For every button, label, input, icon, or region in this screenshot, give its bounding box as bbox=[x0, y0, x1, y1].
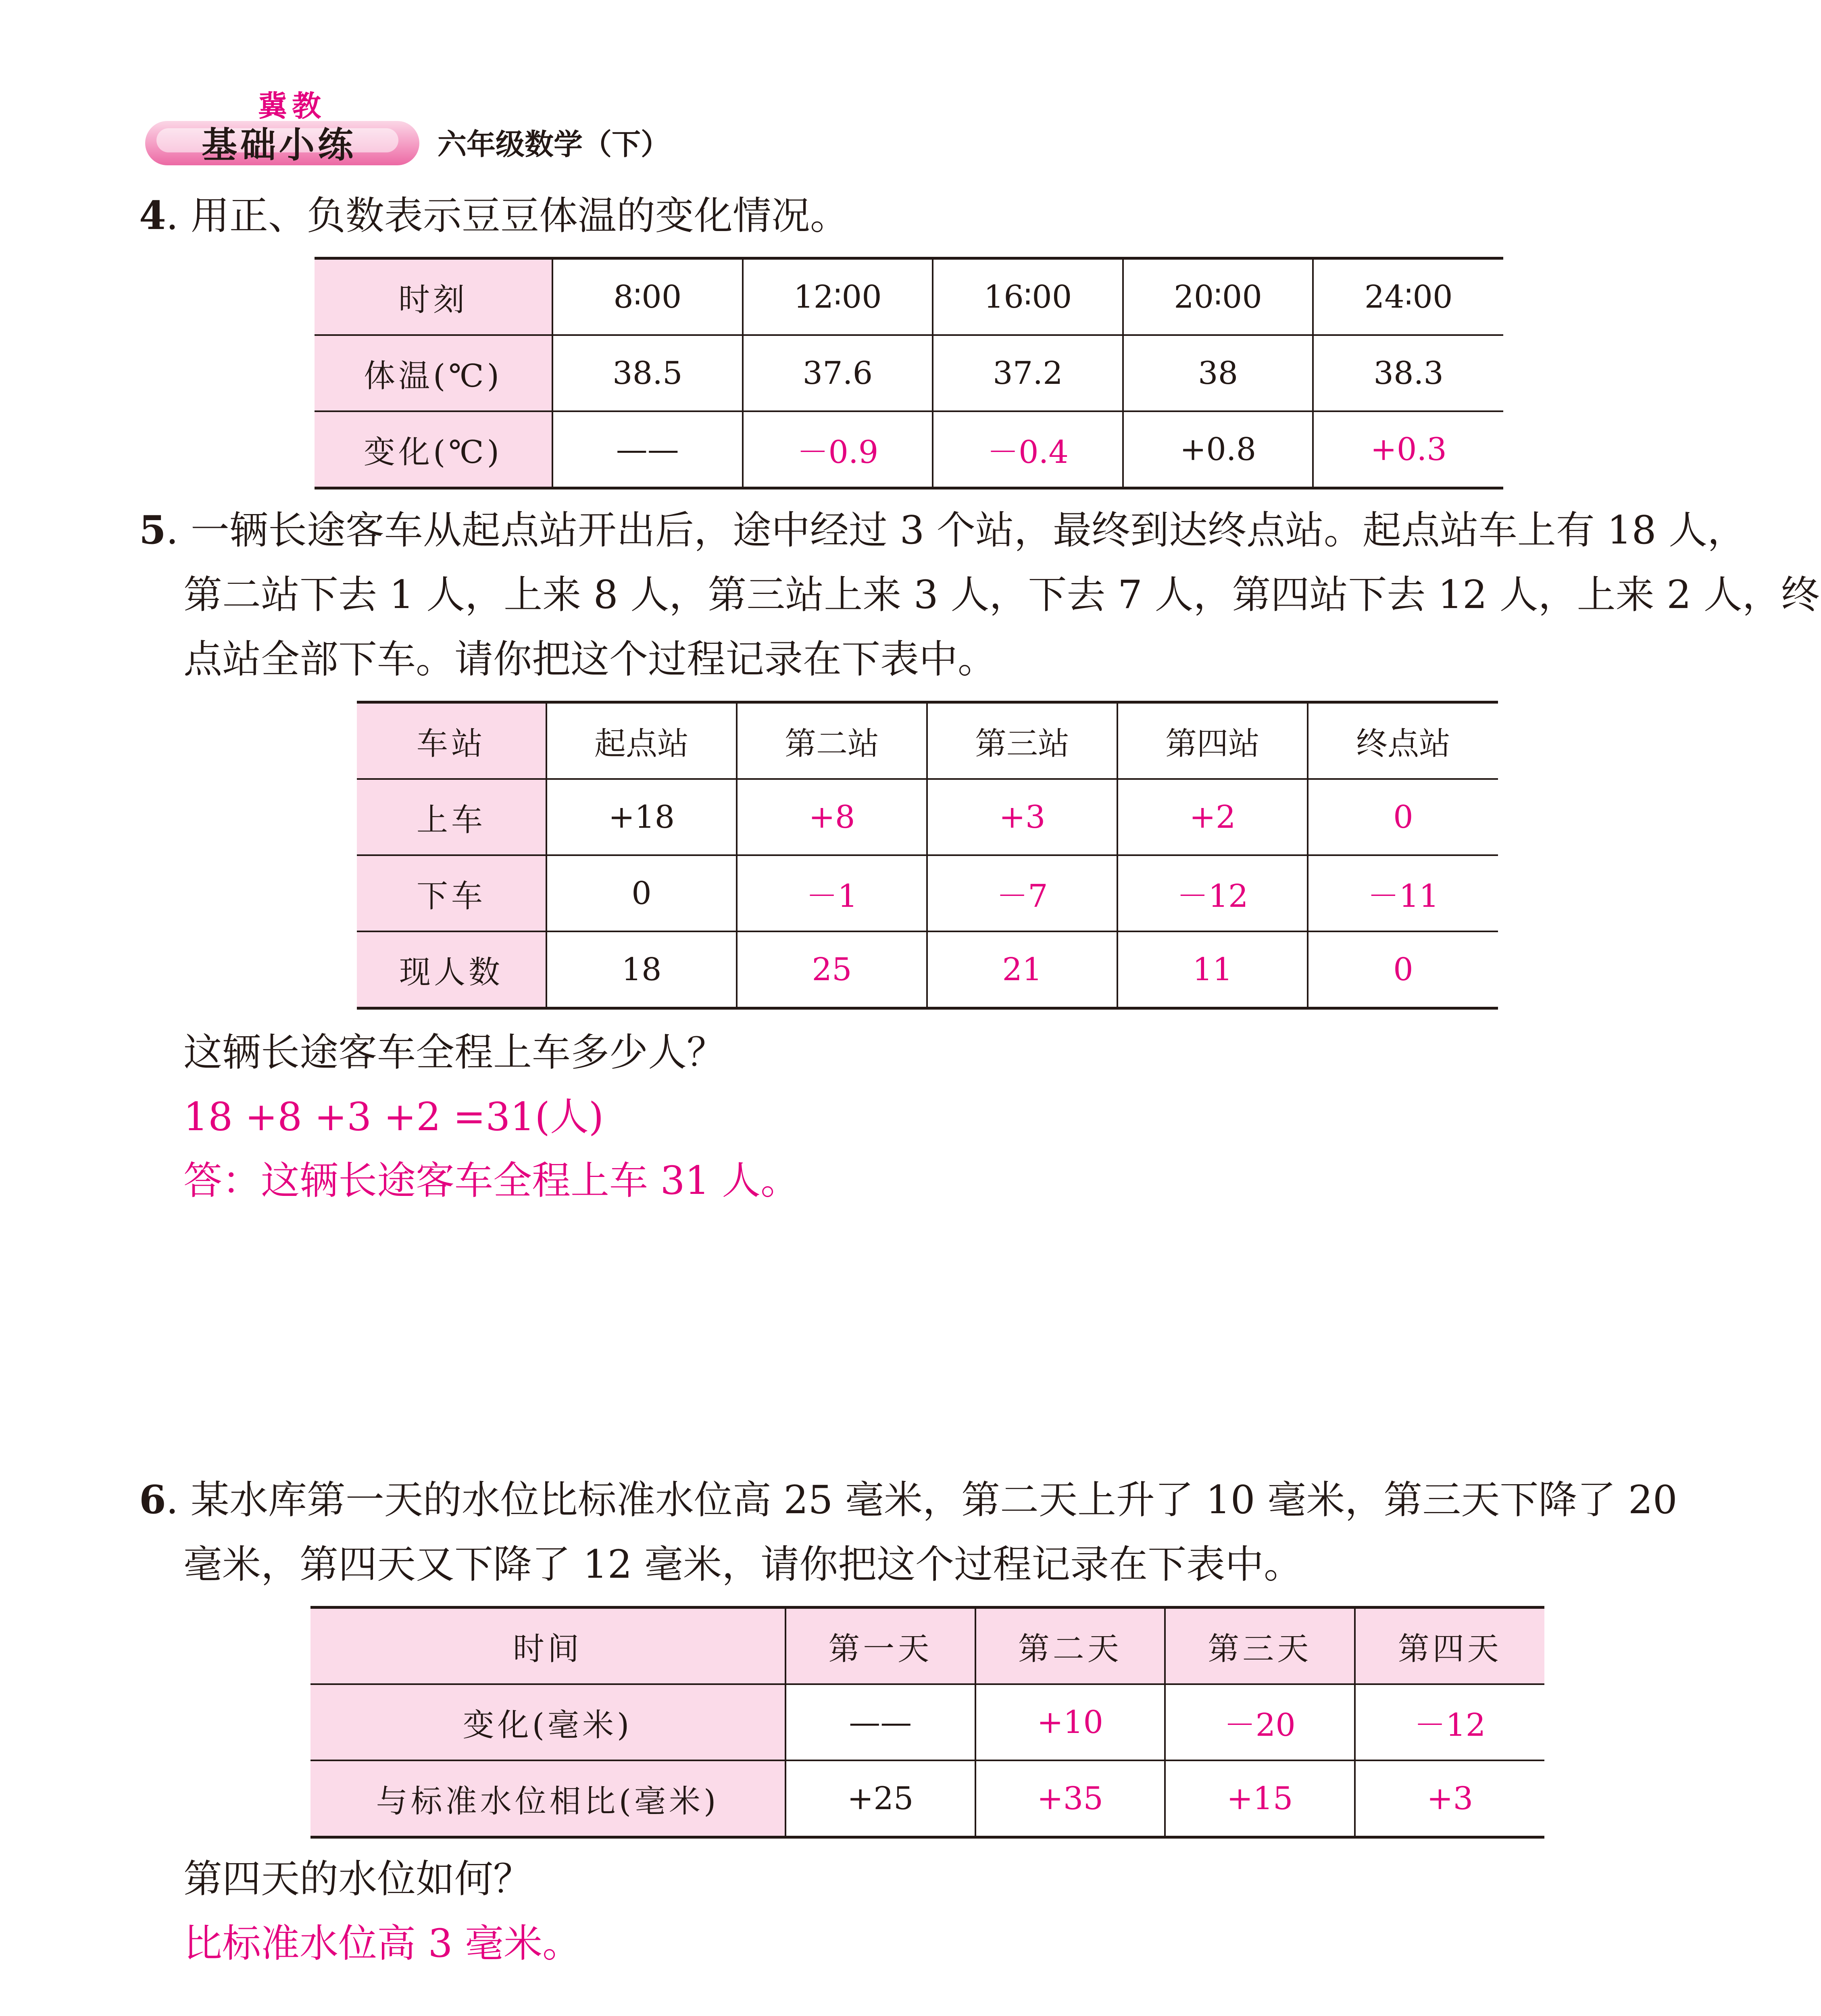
q6-line-2: 毫米，第四天又下降了 12 毫米，请你把这个过程记录在下表中。 bbox=[183, 1542, 1303, 1587]
row-header: 下车 bbox=[357, 855, 546, 931]
table-cell: 第三站 bbox=[927, 702, 1117, 779]
answer-cell: +3 bbox=[1355, 1760, 1545, 1837]
row-header: 时刻 bbox=[315, 258, 552, 335]
table-cell: 38.3 bbox=[1313, 335, 1503, 411]
table-row bbox=[315, 335, 1503, 411]
table-cell: 24∶00 bbox=[1313, 258, 1503, 335]
column-header: 第四天 bbox=[1355, 1608, 1545, 1685]
row-header: 时间 bbox=[310, 1608, 785, 1685]
answer-cell: 0 bbox=[1308, 779, 1498, 855]
row-header: 现人数 bbox=[357, 931, 546, 1008]
table-cell: 终点站 bbox=[1308, 702, 1498, 779]
answer-cell: －12 bbox=[1117, 855, 1308, 931]
q6-table bbox=[310, 1606, 1544, 1839]
column-header: 第二天 bbox=[975, 1608, 1165, 1685]
table-row bbox=[357, 855, 1498, 931]
table-row bbox=[357, 702, 1498, 779]
q5-answer-text: 答：这辆长途客车全程上车 31 人。 bbox=[183, 1158, 800, 1203]
table-cell: +0.8 bbox=[1123, 411, 1313, 488]
table-cell: 38.5 bbox=[552, 335, 743, 411]
table-cell: —— bbox=[785, 1684, 975, 1760]
q5-number: 5 bbox=[139, 507, 166, 553]
table-row bbox=[357, 931, 1498, 1008]
q4-number: 4 bbox=[139, 193, 166, 238]
table-cell: 12∶00 bbox=[743, 258, 933, 335]
table-cell: 第四站 bbox=[1117, 702, 1308, 779]
q5-answer-calc: 18 +8 +3 +2 =31(人) bbox=[183, 1094, 604, 1139]
answer-cell: －11 bbox=[1308, 855, 1498, 931]
table-cell: +25 bbox=[785, 1760, 975, 1837]
answer-cell: 11 bbox=[1117, 931, 1308, 1008]
column-header: 第一天 bbox=[785, 1608, 975, 1685]
q6-question: 第四天的水位如何？ bbox=[183, 1856, 532, 1901]
q5-text-1: . 一辆长途客车从起点站开出后，途中经过 3 个站，最终到达终点站。起点站车上有 18 人， bbox=[166, 508, 1746, 553]
q5-line-1 bbox=[139, 498, 1746, 562]
q4-title bbox=[139, 183, 849, 248]
answer-cell: －12 bbox=[1355, 1684, 1545, 1760]
row-header: 体温(℃) bbox=[315, 335, 552, 411]
q5-table bbox=[357, 701, 1498, 1010]
table-cell: 第二站 bbox=[737, 702, 927, 779]
table-row bbox=[357, 779, 1498, 855]
table-cell: —— bbox=[552, 411, 743, 488]
answer-cell: 25 bbox=[737, 931, 927, 1008]
table-row bbox=[310, 1684, 1544, 1760]
table-cell: 0 bbox=[546, 855, 737, 931]
answer-cell: +3 bbox=[927, 779, 1117, 855]
q5-line-2: 第二站下去 1 人，上来 8 人，第三站上来 3 人，下去 7 人，第四站下去 12 人，上来 2 人，终 bbox=[183, 572, 1820, 617]
table-cell: 38 bbox=[1123, 335, 1313, 411]
table-row bbox=[310, 1608, 1544, 1685]
publisher-label: 冀教 bbox=[258, 89, 326, 123]
table-cell: +18 bbox=[546, 779, 737, 855]
q5-line-3: 点站全部下车。请你把这个过程记录在下表中。 bbox=[183, 637, 996, 682]
q6-number: 6 bbox=[139, 1477, 166, 1522]
table-row bbox=[315, 411, 1503, 488]
column-header: 第三天 bbox=[1165, 1608, 1355, 1685]
table-cell: 16∶00 bbox=[933, 258, 1123, 335]
table-cell: 20∶00 bbox=[1123, 258, 1313, 335]
row-header: 上车 bbox=[357, 779, 546, 855]
answer-cell: －1 bbox=[737, 855, 927, 931]
answer-cell: +15 bbox=[1165, 1760, 1355, 1837]
row-header: 变化(毫米) bbox=[310, 1684, 785, 1760]
table-cell: 起点站 bbox=[546, 702, 737, 779]
answer-cell: －20 bbox=[1165, 1684, 1355, 1760]
answer-cell: +0.3 bbox=[1313, 411, 1503, 488]
q4-text: . 用正、负数表示豆豆体温的变化情况。 bbox=[166, 193, 849, 238]
row-header: 与标准水位相比(毫米) bbox=[310, 1760, 785, 1837]
q6-answer-text: 比标准水位高 3 毫米。 bbox=[183, 1921, 581, 1966]
answer-cell: +8 bbox=[737, 779, 927, 855]
row-header: 车站 bbox=[357, 702, 546, 779]
q6-text-1: . 某水库第一天的水位比标准水位高 25 毫米，第二天上升了 10 毫米，第三天下降了 20 bbox=[166, 1477, 1677, 1522]
series-label: 基础小练 bbox=[202, 124, 357, 166]
answer-cell: 0 bbox=[1308, 931, 1498, 1008]
page-subtitle: 六年级数学（下） bbox=[438, 127, 670, 161]
table-cell: 18 bbox=[546, 931, 737, 1008]
answer-cell: －7 bbox=[927, 855, 1117, 931]
answer-cell: +10 bbox=[975, 1684, 1165, 1760]
answer-cell: +2 bbox=[1117, 779, 1308, 855]
row-header: 变化(℃) bbox=[315, 411, 552, 488]
table-cell: 37.2 bbox=[933, 335, 1123, 411]
answer-cell: －0.4 bbox=[933, 411, 1123, 488]
answer-cell: +35 bbox=[975, 1760, 1165, 1837]
table-row bbox=[315, 258, 1503, 335]
answer-cell: －0.9 bbox=[743, 411, 933, 488]
table-cell: 37.6 bbox=[743, 335, 933, 411]
table-cell: 8∶00 bbox=[552, 258, 743, 335]
q5-question: 这辆长途客车全程上车多少人？ bbox=[183, 1030, 725, 1075]
q6-line-1 bbox=[139, 1468, 1677, 1532]
table-row bbox=[310, 1760, 1544, 1837]
answer-cell: 21 bbox=[927, 931, 1117, 1008]
q4-table bbox=[315, 257, 1503, 489]
